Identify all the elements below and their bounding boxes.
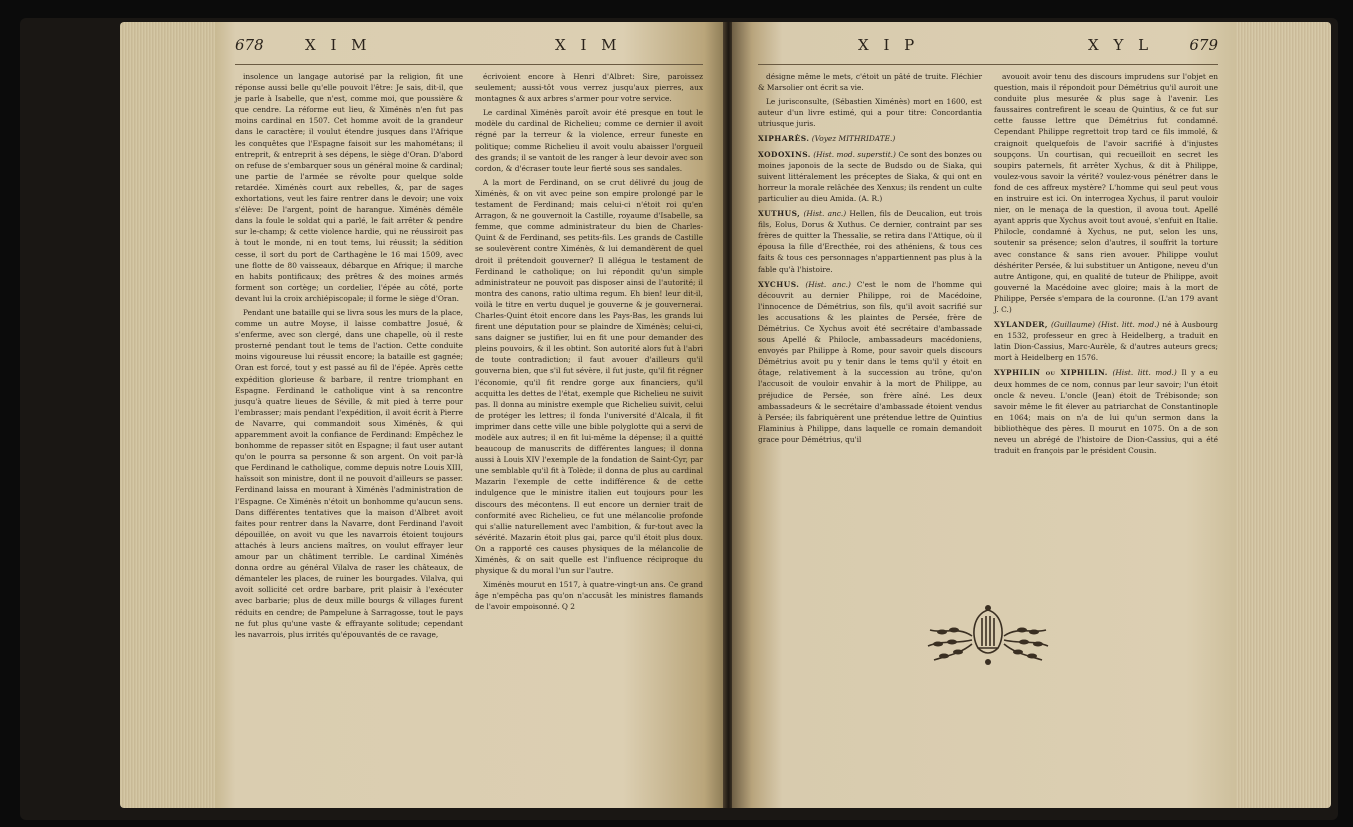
open-book — [20, 18, 1338, 820]
paragraph: Ximénès mourut en 1517, à quatre-vingt-un ans. Ce grand âge n'empêcha pas qu'on n'accusât les ministres flamands de l'avoir empoisonné. Q 2 — [475, 580, 703, 612]
entry-reference: (Guillaume) (Hist. litt. mod.) — [1047, 320, 1163, 330]
right-column-2 — [994, 71, 1218, 459]
left-page-columns — [235, 71, 703, 643]
entry-reference: (Voyez MITHRIDATE.) — [809, 134, 896, 144]
dictionary-entry — [758, 133, 982, 144]
entry-headword: XODOXINS. — [758, 149, 811, 159]
entry-headword: XYPHILIN ou XIPHILIN. — [994, 368, 1108, 378]
paragraph: Le jurisconsulte, (Sébastien Ximénès) mort en 1600, est auteur d'un livre estimé, qui a pour titre: Concordantia utriusque juris. — [758, 97, 982, 129]
paragraph: désigne même le mets, c'étoit un pâté de truite. Fléchier & Marsolier ont écrit sa vie. — [758, 72, 982, 93]
right-page-number: 679 — [1189, 36, 1218, 54]
dictionary-entry — [758, 208, 982, 275]
left-running-head-2: X I M — [555, 36, 622, 54]
right-running-head-2: X Y L — [1088, 36, 1154, 54]
entry-body: Il y a eu deux hommes de ce nom, connus par leur savoir; l'un étoit oncle & neveu. L'oncle (Jean) étoit de Trébisonde; son savoir même le fit élever au patriarchat de Constantinople en 1064; mais on n'a de lui qu'un sermon dans la bibliothèque des pères. Il mourut en 1075. On a de son neveu un abrégé de l'histoire de Dion-Cassius, qui a été traduit en françois par le président Cousin. — [994, 368, 1218, 456]
right-running-head-1: X I P — [858, 36, 920, 54]
entry-headword: XYLANDER, — [994, 320, 1048, 330]
entry-body: né à Ausbourg en 1532, professeur en grec à Heidelberg, a traduit en latin Dion-Cassius, Marc-Aurèle, & d'autres auteurs grecs; mort à Heidelberg en 1576. — [994, 320, 1218, 363]
entry-headword: XUTHUS, — [758, 209, 801, 219]
entry-reference: (Hist. mod. superstit.) — [810, 149, 899, 159]
paragraph: A la mort de Ferdinand, on se crut délivré du joug de Ximénès, & on vit avec peine son empire prolongé par le testament de Ferdinand; mais celui-ci n'étoit roi qu'en Arragon, & ne gouvernoit la Castille, royaume d'Isabelle, sa femme, que comme administrateur du bien de Charles-Quint & de Ferdinand, ses petits-fils. Les grands de Castille se soulevèrent contre Ximénès, & lui demandèrent de quel droit il prétendoit gouverner? Il allégua le testament de Ferdinand le catholique; on lui répondit qu'un simple administrateur ne pouvoit pas disposer ainsi de l'autorité; il montra des canons, ratio ultima regum. Eh bien! leur dit-il, voilà le titre en vertu duquel je gouverne & je gouvernerai. Charles-Quint étoit encore dans les Pays-Bas, les grands lui firent une députation pour se plaindre de Ximénès; celui-ci, sans daigner se justifier, lui en fit une pour demander des pleins pouvoirs, & il les obtint. Son autorité alors fut à l'abri de toute contradiction; il faut avouer d'ailleurs qu'il gouverna bien, que s'il fut sévère, il fut juste, qu'il fit régner l'économie, qu'il fit rendre gorge aux financiers, qu'il acquitta les dettes de l'état, exemple que Richelieu ne suivit pas. Il donna au ministre exemple que Richelieu suivit, celui de protéger les lettres; il fonda l'université d'Alcala, il fit imprimer dans cette ville une bible polyglotte qui a servi de modèle aux autres; il en fit lui-même la dépense; il a quitté beaucoup de manuscrits de différentes langues; il donna aussi à Louis XIV l'exemple de la fondation de Saint-Cyr, par une semblable qu'il fit à Tolède; il donna de plus au cardinal Mazarin l'exemple de cette indifférence & de cette indulgence que le ministre italien eut toujours pour les discours des mécontens. Il eut encore un dernier trait de conformité avec Richelieu, ce fut une mélancolie profonde qui s'allie naturellement avec l'ambition, & fur-tout avec la sévérité. Mazarin étoit plus gai, parce qu'il étoit plus doux. On a rapporté ces causes physiques de la mélancolie de Ximénès, & on sait quelle est l'influence réciproque du physique & du moral l'un sur l'autre. — [475, 177, 703, 576]
entry-reference: (Hist. litt. mod.) — [1107, 368, 1182, 378]
left-page — [215, 22, 725, 808]
left-page-header — [235, 34, 703, 65]
right-page — [732, 22, 1236, 808]
left-running-head-1: X I M — [305, 36, 372, 54]
entry-body: C'est le nom de l'homme qui découvrit au dernier Philippe, roi de Macédoine, l'innocence de Démétrius, son fils, qu'il avoit sacrifié sur les accusations & les plaintes de Persée, frère de Démétrius. Ce Xychus avoit été secrétaire d'ambassade sous Apellé & Philocle, ambassadeurs macédoniens, envoyés par Philippe à Rome, pour savoir quels discours Démétrius avoit pu y tenir dans le tems qu'il y étoit en ôtage, relativement à la succession au trône, qu'on l'accusoit de vouloir envahir à la mort de Philippe, au préjudice de Persée, son frère aîné. Les deux ambassadeurs & le secrétaire d'ambassade étoient vendus à Persée; ils fabriquèrent une prétendue lettre de Quintius Flaminius à Philippe, dans laquelle ce romain demandoit grace pour Démétrius, qu'il — [758, 279, 982, 444]
right-page-columns — [758, 71, 1218, 459]
dictionary-entry — [994, 319, 1218, 363]
right-page-stack — [1233, 22, 1331, 808]
left-column-2 — [475, 71, 703, 643]
paragraph: insolence un langage autorisé par la religion, fit une réponse aussi belle qu'elle pouvoit l'être: Je sais, dit-il, que je parle à Isabelle, que n'est, comme moi, que poussière & que cendre. La réforme eut lieu, & Ximénès n'en fut pas moins cardinal en 1507. Cet homme avoit de la grandeur dans le caractère; il voulut étendre jusques dans l'Afrique les conquêtes que l'Espagne faisoit sur les mahométans; il entreprit, & entreprit à ses dépens, le siège d'Oran. D'abord on refuse de s'embarquer sous un général moine & cardinal; une partie de l'armée se révolte pour quelque solde retardée. Ximénès court aux rebelles, &, par de sages exhortations, veut les faire rentrer dans le devoir; une voix s'élève: De l'argent, point de harangue. Ximénès démêle dans la foule le soldat qui a parlé, le fait arrêter & pendre sur le-champ; & cette violence hardie, qui ne réussiroit pas à tout le monde, ni en tout tems, lui réussit; la sédition cesse, il sort du port de Carthagène le 16 mai 1509, avec une flotte de 80 vaisseaux, débarque en Afrique; il marche en habits pontificaux; des prêtres & des moines armés forment son cortège; un cordelier, l'épée au côté, porte devant lui la croix archiépiscopale; il forme le siège d'Oran. — [235, 72, 463, 303]
right-column-1 — [758, 71, 982, 459]
entry-reference: (Hist. anc.) — [799, 279, 857, 289]
left-page-stack — [120, 22, 218, 808]
left-page-number: 678 — [235, 36, 264, 54]
paragraph: écrivoient encore à Henri d'Albret: Sire, paroissez seulement; aussi-tôt vous verrez jusqu'aux pierres, aux montagnes & aux arbres s'armer pour votre service. — [475, 72, 703, 104]
right-page-header — [758, 34, 1218, 65]
dictionary-entry — [758, 149, 982, 204]
paragraph: avouoit avoir tenu des discours imprudens sur l'objet en question, mais il répondoit pour Démétrius qu'il auroit une conduite plus mesurée & plus sage à l'avenir. Les faussaires contrefirent le sceau de Quintius, & ce fut sur cette fausse lettre que Démétrius fut condamné. Cependant Philippe regrettoit trop tard ce fils immolé, & craignoit quelquefois de l'avoir sacrifié à d'injustes soupçons. Un courtisan, qui recueilloit en secret les soupirs paternels, fit arrêter Xychus, & dit à Philippe, voulez-vous savoir la vérité? voulez-vous pénétrer dans le fond de ces affreux mystère? L'homme qui seul peut vous en instruire est ici. On interrogea Xychus, il parut vouloir nier, on le menaça de la question, il avoua tout. Apellé ayant appris que Xychus avoit tout avoué, s'enfuit en Italie. Philocle, condamné à Xychus, ne put, selon les uns, soutenir sa présence; selon d'autres, il souffrit la torture avec constance & sans rien avouer. Philippe voulut déshériter Persée, & lui substituer un Antigone, neveu d'un autre Antigone, qui, en qualité de tuteur de Philippe, avoit gouverné la Macédoine avec gloire; mais à la mort de Philippe, Persée s'empara de la couronne. (L'an 179 avant J. C.) — [994, 72, 1218, 314]
entry-headword: XYCHUS. — [758, 279, 800, 289]
paragraph: Le cardinal Ximénès paroît avoir été presque en tout le modèle du cardinal de Richelieu; comme ce dernier il avoit régné par la terreur & la violence, erreur funeste en politique; comme Richelieu il avoit voulu abaisser l'orgueil des grands; il se vantoit de les ranger à leur devoir avec son cordon, & d'écraser toute leur fierté sous ses sandales. — [475, 108, 703, 173]
entry-body: Ce sont des bonzes ou moines japonois de la secte de Budsdo ou de Siaka, qui suivent littéralement les préceptes de Siaka, & qui ont en horreur la morale relâchée des Xenxus; ils rendent un culte particulier au dieu Amida. (A. R.) — [758, 149, 982, 203]
paragraph: Pendant une bataille qui se livra sous les murs de la place, comme un autre Moyse, il laisse combattre Josué, & s'enferme, avec son clergé, dans une chapelle, où il reste prosterné pendant tout le tems de l'action. Cette conduite moins vigoureuse lui réussit encore; la bataille est gagnée; Oran est forcé, tout y est passé au fil de l'épée. Après cette expédition glorieuse & barbare, il rentre triomphant en Espagne. Ferdinand le catholique vint à sa rencontre jusqu'à quatre lieues de Séville, & mit pied à terre pour l'embrasser; mais pendant l'expédition, il avoit écrit à Pierre de Navarre, qui commandoit sous Ximénès, & qui apparemment avoit la confiance de Ferdinand: Empêchez le bonhomme de repasser sitôt en Espagne; il faut user autant qu'on le pourra sa personne & son argent. On voit par-là que Ferdinand le catholique, comme depuis notre Louis XIII, haïssoit son ministre, dont il ne pouvoit d'ailleurs se passer. Ferdinand laissa en mourant à Ximénès l'administration de l'Espagne. Ce Ximénès n'étoit un bonhomme qu'aucun sens. Dans différentes tentatives que la maison d'Albret avoit faites pour rentrer dans la Navarre, dont Ferdinand l'avoit dépouillée, on avoit vu que les navarrois étoient toujours attachés à leurs anciens maîtres, on voulut effrayer leur amour par un châtiment terrible. Le cardinal Ximénès donna ordre au général Vilalva de raser les châteaux, de démanteler les places, de ruiner les bourgades. Vilalva, qui avoit sollicité cet ordre barbare, prit plaisir à l'exécuter avec barbarie; plus de deux mille bourgs & villages furent réduits en cendre; de Pampelune à Sarragosse, tout le pays ne fut plus qu'une vaste & effrayante solitude; cependant les navarrois, plus irrités qu'épouvantés de ce ravage, — [235, 307, 463, 639]
dictionary-entry — [994, 367, 1218, 456]
entry-body: Hellen, fils de Deucalion, eut trois fils, Eolus, Dorus & Xuthus. Ce dernier, contraint par ses frères de quitter la Thessalie, se retira dans l'Attique, où il épousa la fille d'Erecthée, roi des athéniens, & tous ces faits & tous ces personnages n'appartiennent pas plus à la fable qu'à l'histoire. — [758, 209, 983, 274]
lyre-ornament-icon — [922, 600, 1054, 670]
dictionary-entry — [758, 279, 982, 445]
entry-reference: (Hist. anc.) — [800, 209, 850, 219]
left-column-1 — [235, 71, 463, 643]
entry-headword: XIPHARÈS. — [758, 134, 810, 144]
